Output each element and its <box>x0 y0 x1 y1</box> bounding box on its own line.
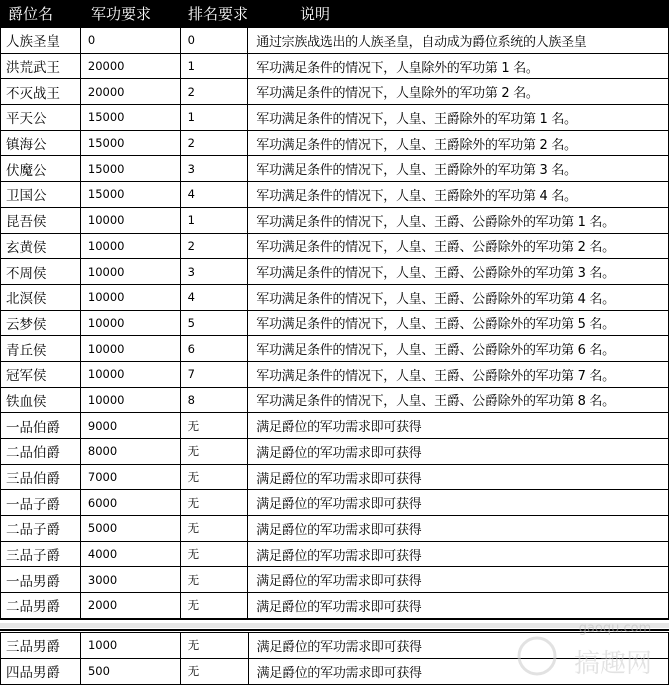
rank-cell: 5 <box>180 310 248 336</box>
table-row <box>1 567 669 593</box>
title-cell: 人族圣皇 <box>1 28 81 54</box>
table-row <box>1 284 669 310</box>
description-cell: 军功满足条件的情况下，人皇、王爵、公爵除外的军功第 7 名。 <box>248 361 669 387</box>
title-cell: 一品男爵 <box>1 567 81 593</box>
description-cell: 满足爵位的军功需求即可获得 <box>248 413 669 439</box>
title-cell: 北溟侯 <box>1 284 81 310</box>
section-divider <box>0 629 669 631</box>
description-cell: 军功满足条件的情况下，人皇、王爵、公爵除外的军功第 6 名。 <box>248 336 669 362</box>
rank-cell: 无 <box>180 464 248 490</box>
title-cell: 青丘侯 <box>1 336 81 362</box>
merit-cell: 15000 <box>80 130 180 156</box>
table-row <box>1 593 669 619</box>
description-cell: 满足爵位的军功需求即可获得 <box>248 593 669 619</box>
rank-cell: 8 <box>180 387 248 413</box>
table-row <box>1 464 669 490</box>
merit-cell: 4000 <box>80 541 180 567</box>
title-cell: 洪荒武王 <box>1 53 81 79</box>
merit-cell: 10000 <box>80 361 180 387</box>
merit-cell: 0 <box>80 28 180 54</box>
table-row <box>1 541 669 567</box>
table-row <box>1 439 669 465</box>
merit-cell: 10000 <box>80 284 180 310</box>
description-cell: 满足爵位的军功需求即可获得 <box>248 633 668 659</box>
table-row <box>1 182 669 208</box>
rank-cell: 0 <box>180 28 248 54</box>
merit-cell: 7000 <box>80 464 180 490</box>
table-row <box>1 207 669 233</box>
table-row <box>1 79 669 105</box>
title-cell: 不灭战王 <box>1 79 81 105</box>
table-row <box>1 259 669 285</box>
title-cell: 铁血侯 <box>1 387 81 413</box>
table-row <box>1 105 669 131</box>
merit-cell: 8000 <box>80 439 180 465</box>
title-cell: 三品伯爵 <box>1 464 81 490</box>
watermark-brand: 搞趣网 <box>573 649 653 679</box>
rank-cell: 无 <box>180 541 248 567</box>
merit-cell: 9000 <box>80 413 180 439</box>
title-cell: 平天公 <box>1 105 81 131</box>
description-cell: 满足爵位的军功需求即可获得 <box>248 567 669 593</box>
description-cell: 满足爵位的军功需求即可获得 <box>248 541 669 567</box>
rank-cell: 6 <box>180 336 248 362</box>
rank-cell: 1 <box>180 105 248 131</box>
table-row <box>1 53 669 79</box>
title-cell: 一品子爵 <box>1 490 81 516</box>
description-cell: 军功满足条件的情况下，人皇、王爵、公爵除外的军功第 5 名。 <box>248 310 669 336</box>
description-cell: 通过宗族战选出的人族圣皇，自动成为爵位系统的人族圣皇 <box>248 28 669 54</box>
title-cell: 二品男爵 <box>1 593 81 619</box>
table-row <box>1 233 669 259</box>
merit-cell: 20000 <box>80 79 180 105</box>
rank-cell: 4 <box>180 182 248 208</box>
rank-cell: 2 <box>180 79 248 105</box>
rank-cell: 2 <box>180 130 248 156</box>
description-cell: 军功满足条件的情况下，人皇、王爵、公爵除外的军功第 8 名。 <box>248 387 669 413</box>
table-row <box>1 633 669 659</box>
watermark-domain: gaoqu.com <box>578 621 652 636</box>
merit-cell: 15000 <box>80 105 180 131</box>
header-merit: 军功要求 <box>91 5 152 23</box>
title-cell: 伏魔公 <box>1 156 81 182</box>
table-row <box>1 490 669 516</box>
nobility-table <box>0 27 669 619</box>
table-row <box>1 156 669 182</box>
merit-cell: 15000 <box>80 182 180 208</box>
title-cell: 昆吾侯 <box>1 207 81 233</box>
merit-cell: 5000 <box>80 516 180 542</box>
merit-cell: 10000 <box>80 336 180 362</box>
merit-cell: 6000 <box>80 490 180 516</box>
header-rank: 排名要求 <box>188 5 249 23</box>
table-row <box>1 658 669 684</box>
rank-cell: 无 <box>180 593 248 619</box>
rank-cell: 无 <box>180 658 248 684</box>
title-cell: 三品男爵 <box>1 633 81 659</box>
page-break-strip <box>0 623 669 628</box>
rank-cell: 1 <box>180 53 248 79</box>
table-row <box>1 310 669 336</box>
rank-cell: 无 <box>180 567 248 593</box>
description-cell: 军功满足条件的情况下，人皇、王爵、公爵除外的军功第 3 名。 <box>248 259 669 285</box>
description-cell: 军功满足条件的情况下，人皇除外的军功第 1 名。 <box>248 53 669 79</box>
rank-cell: 3 <box>180 156 248 182</box>
description-cell: 满足爵位的军功需求即可获得 <box>248 490 669 516</box>
title-cell: 四品男爵 <box>1 658 81 684</box>
table-row <box>1 336 669 362</box>
description-cell: 满足爵位的军功需求即可获得 <box>248 439 669 465</box>
header-title: 爵位名 <box>8 5 54 23</box>
description-cell: 满足爵位的军功需求即可获得 <box>248 464 669 490</box>
table-header <box>0 0 669 27</box>
merit-cell: 3000 <box>80 567 180 593</box>
description-cell: 满足爵位的军功需求即可获得 <box>248 516 669 542</box>
rank-cell: 1 <box>180 207 248 233</box>
merit-cell: 10000 <box>80 233 180 259</box>
section-divider <box>0 618 669 620</box>
title-cell: 玄黄侯 <box>1 233 81 259</box>
rank-cell: 7 <box>180 361 248 387</box>
description-cell: 军功满足条件的情况下，人皇、王爵除外的军功第 2 名。 <box>248 130 669 156</box>
table-row <box>1 516 669 542</box>
title-cell: 二品伯爵 <box>1 439 81 465</box>
merit-cell: 2000 <box>80 593 180 619</box>
description-cell: 军功满足条件的情况下，人皇、王爵、公爵除外的军功第 1 名。 <box>248 207 669 233</box>
title-cell: 三品子爵 <box>1 541 81 567</box>
table-row <box>1 130 669 156</box>
merit-cell: 1000 <box>80 633 180 659</box>
nobility-table-continued <box>0 632 669 685</box>
merit-cell: 15000 <box>80 156 180 182</box>
merit-cell: 500 <box>80 658 180 684</box>
title-cell: 二品子爵 <box>1 516 81 542</box>
rank-cell: 无 <box>180 439 248 465</box>
title-cell: 卫国公 <box>1 182 81 208</box>
table-row <box>1 361 669 387</box>
rank-cell: 4 <box>180 284 248 310</box>
merit-cell: 10000 <box>80 259 180 285</box>
description-cell: 军功满足条件的情况下，人皇、王爵除外的军功第 4 名。 <box>248 182 669 208</box>
header-description: 说明 <box>300 5 331 23</box>
rank-cell: 3 <box>180 259 248 285</box>
merit-cell: 10000 <box>80 310 180 336</box>
description-cell: 军功满足条件的情况下，人皇、王爵、公爵除外的军功第 4 名。 <box>248 284 669 310</box>
merit-cell: 10000 <box>80 387 180 413</box>
rank-cell: 2 <box>180 233 248 259</box>
title-cell: 冠军侯 <box>1 361 81 387</box>
rank-cell: 无 <box>180 516 248 542</box>
title-cell: 镇海公 <box>1 130 81 156</box>
title-cell: 一品伯爵 <box>1 413 81 439</box>
description-cell: 满足爵位的军功需求即可获得 <box>248 658 668 684</box>
title-cell: 不周侯 <box>1 259 81 285</box>
table-row <box>1 387 669 413</box>
merit-cell: 10000 <box>80 207 180 233</box>
rank-cell: 无 <box>180 633 248 659</box>
description-cell: 军功满足条件的情况下，人皇除外的军功第 2 名。 <box>248 79 669 105</box>
title-cell: 云梦侯 <box>1 310 81 336</box>
rank-cell: 无 <box>180 413 248 439</box>
table-row <box>1 28 669 54</box>
description-cell: 军功满足条件的情况下，人皇、王爵、公爵除外的军功第 2 名。 <box>248 233 669 259</box>
description-cell: 军功满足条件的情况下，人皇、王爵除外的军功第 3 名。 <box>248 156 669 182</box>
table-row <box>1 413 669 439</box>
rank-cell: 无 <box>180 490 248 516</box>
merit-cell: 20000 <box>80 53 180 79</box>
description-cell: 军功满足条件的情况下，人皇、王爵除外的军功第 1 名。 <box>248 105 669 131</box>
